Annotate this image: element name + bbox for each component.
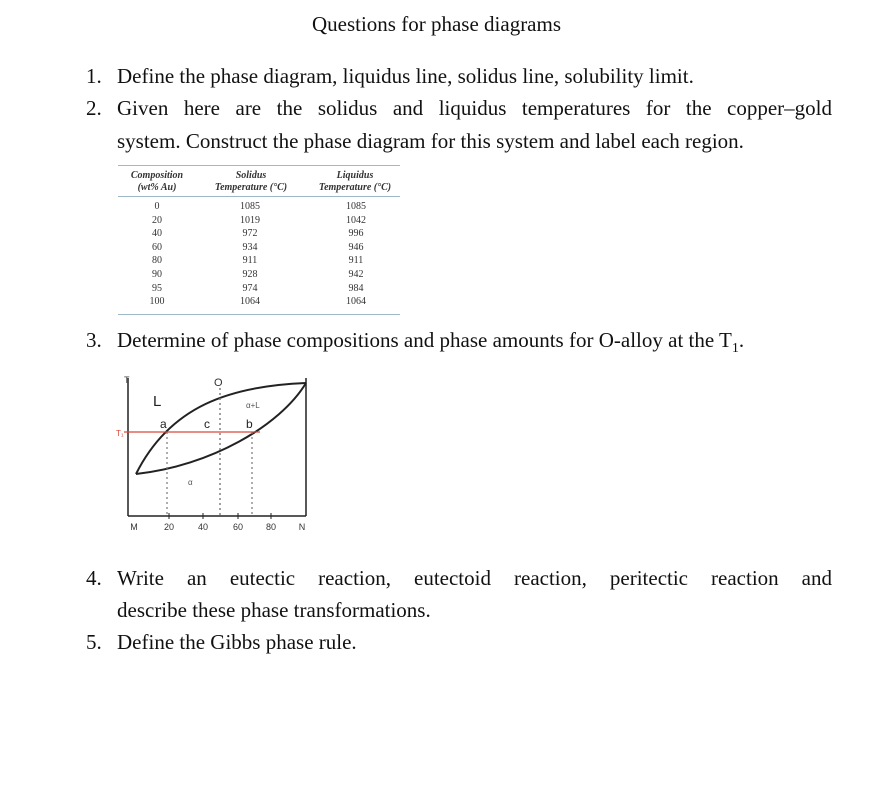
question-text-end: . (738, 328, 745, 352)
table-cell: 911 (242, 255, 258, 267)
table-header-rule (118, 196, 400, 197)
question-number: 1. (86, 64, 102, 88)
x-tick-label: N (298, 522, 306, 532)
header-composition-line-2: (wt% Au) (137, 182, 177, 193)
question-text-line-1: Write an eutectic reaction, eutectoid reaction, peritectic reaction and (117, 566, 832, 590)
t1-label: T₁ (116, 429, 124, 438)
point-c-label: c (204, 417, 210, 431)
table-top-rule (118, 165, 400, 166)
x-tick-label: 60 (232, 522, 244, 532)
question-number: 3. (86, 328, 102, 352)
table-cell: 996 (348, 228, 364, 240)
table-cell: 1042 (346, 214, 366, 226)
temperature-table (118, 162, 400, 317)
table-bottom-rule (118, 314, 400, 315)
table-cell: 20 (152, 214, 162, 226)
header-liquidus (308, 170, 402, 194)
y-axis-label: T (124, 375, 130, 385)
table-cell: 1085 (346, 201, 366, 212)
header-composition-line-1: Composition (130, 170, 184, 181)
table-cell: 95 (152, 282, 162, 294)
question-number: 2. (86, 96, 102, 120)
table-cell: 972 (242, 228, 258, 240)
table-cell: 1085 (240, 201, 260, 212)
column-liquidus (336, 200, 376, 309)
table-cell: 984 (348, 282, 364, 294)
question-5 (0, 626, 873, 659)
table-cell: 928 (242, 268, 258, 280)
alloy-o-label: O (214, 377, 223, 389)
header-composition (118, 170, 196, 194)
header-solidus-line-2: Temperature (°C) (214, 182, 288, 193)
table-cell: 942 (348, 268, 364, 280)
table-cell: 1019 (240, 214, 260, 226)
question-text-subscript: 1 (731, 341, 739, 357)
table-cell: 90 (152, 268, 162, 280)
question-text-main: Determine of phase compositions and phase amounts for O-alloy at the T (117, 328, 732, 352)
table-cell: 80 (152, 255, 162, 267)
question-text-line-1: Given here are the solidus and liquidus temperatures for the copper–gold (117, 96, 832, 120)
table-cell: 1064 (240, 296, 260, 308)
x-tick-label: M (130, 522, 138, 532)
table-cell: 1064 (346, 296, 366, 308)
table-cell: 40 (152, 228, 162, 240)
question-4 (0, 562, 873, 628)
question-text: Define the Gibbs phase rule. (117, 630, 357, 654)
table-cell: 911 (348, 255, 364, 267)
x-tick-label: 20 (163, 522, 175, 532)
x-tick-label: 80 (265, 522, 277, 532)
question-2 (0, 92, 873, 158)
x-tick-label: 40 (197, 522, 209, 532)
point-b-label: b (246, 417, 253, 431)
header-liquidus-line-1: Liquidus (336, 170, 374, 181)
question-text (117, 324, 832, 365)
question-3 (0, 324, 873, 357)
two-phase-region-label: α+L (246, 401, 260, 410)
phase-diagram (110, 366, 320, 538)
page-title: Questions for phase diagrams (311, 12, 562, 36)
header-solidus-line-1: Solidus (235, 170, 267, 181)
question-text: Define the phase diagram, liquidus line, solidus line, solubility limit. (117, 64, 694, 88)
header-solidus (202, 170, 300, 194)
table-cell: 60 (152, 241, 162, 253)
column-composition (142, 200, 172, 309)
table-cell: 946 (348, 241, 364, 253)
liquid-region-label: L (153, 393, 162, 410)
table-cell: 100 (149, 296, 165, 308)
header-liquidus-line-2: Temperature (°C) (318, 182, 392, 193)
table-cell: 0 (154, 201, 160, 212)
table-cell: 974 (242, 282, 258, 294)
question-number: 4. (86, 566, 102, 590)
question-text-line-2: system. Construct the phase diagram for this system and label each region. (117, 129, 744, 153)
column-solidus (230, 200, 270, 309)
question-1 (0, 60, 873, 93)
question-text-line-2: describe these phase transformations. (117, 598, 431, 622)
alpha-region-label: α (188, 478, 193, 487)
question-number: 5. (86, 630, 102, 654)
point-a-label: a (160, 417, 167, 431)
table-cell: 934 (242, 241, 258, 253)
